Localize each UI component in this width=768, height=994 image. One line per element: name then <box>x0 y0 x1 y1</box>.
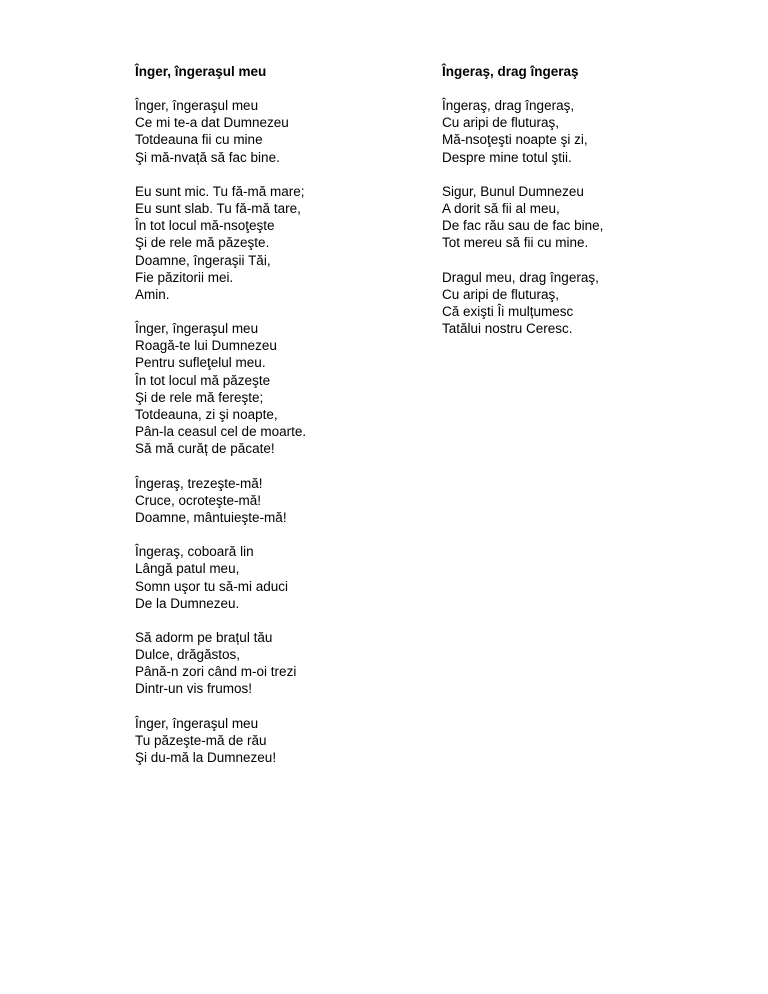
verse-line: Că exişti Îi mulțumesc <box>442 303 574 319</box>
verse-line: Pân-la ceasul cel de moarte. <box>135 424 307 440</box>
verse-line: De fac rău sau de fac bine, <box>442 218 604 234</box>
verse-line: Cu aripi de fluturaş, <box>442 286 560 302</box>
verse-line: Tot mereu să fii cu mine. <box>442 235 589 251</box>
verse-line: Şi de rele mă păzeşte. <box>135 235 270 251</box>
verse-line: Şi de rele mă fereşte; <box>135 389 264 405</box>
verse-line: Doamne, îngeraşii Tăi, <box>135 252 271 268</box>
verse-line: Şi du-mă la Dumnezeu! <box>135 750 277 765</box>
verse-line: Fie păzitorii mei. <box>135 269 234 285</box>
stanza <box>135 715 415 767</box>
verse-line: Doamne, mântuieşte-mă! <box>135 509 287 525</box>
stanza <box>442 269 722 338</box>
verse-line: Mă-nsoţeşti noapte şi zi, <box>442 132 588 148</box>
verse-line: În tot locul mă-nsoţeşte <box>135 218 275 234</box>
poem-title: Îngeraş, drag îngeraş <box>442 64 579 79</box>
verse-line: Amin. <box>135 286 170 302</box>
verse-line: Totdeauna, zi şi noapte, <box>135 407 278 422</box>
verse-line: Totdeauna fii cu mine <box>135 132 263 148</box>
verse-line: Tu păzeşte-mă de rău <box>135 732 267 748</box>
verse-line: Îngeraş, coboară lin <box>135 544 254 560</box>
stanza <box>135 543 415 612</box>
verse-line: Înger, îngeraşul meu <box>135 715 259 731</box>
left-poem <box>135 63 415 783</box>
stanza <box>135 475 415 527</box>
verse-line: Să mă curăț de păcate! <box>135 441 275 457</box>
stanza <box>442 183 722 252</box>
verse-line: Somn uşor tu să-mi aduci <box>135 578 289 594</box>
verse-line: Înger, îngeraşul meu <box>135 98 259 113</box>
verse-line: Roagă-te lui Dumnezeu <box>135 338 277 354</box>
verse-line: Despre mine totul ştii. <box>442 149 572 165</box>
verse-line: Dintr-un vis frumos! <box>135 681 253 697</box>
verse-line: Eu sunt mic. Tu fă-mă mare; <box>135 183 305 199</box>
stanza <box>135 629 415 698</box>
verse-line: A dorit să fii al meu, <box>442 200 560 216</box>
verse-line: Sigur, Bunul Dumnezeu <box>442 183 584 199</box>
verse-line: Îngeraş, trezeşte-mă! <box>135 475 263 491</box>
stanza <box>135 183 415 303</box>
verse-line: Până-n zori când m-oi trezi <box>135 664 297 680</box>
verse-line: Eu sunt slab. Tu fă-mă tare, <box>135 200 301 216</box>
poem-title: Înger, îngeraşul meu <box>135 64 267 79</box>
verse-line: Dragul meu, drag îngeraş, <box>442 269 599 285</box>
stanza <box>135 320 415 458</box>
verse-line: Ce mi te-a dat Dumnezeu <box>135 115 289 131</box>
verse-line: Şi mă-nvață să fac bine. <box>135 149 280 165</box>
verse-line: Tatălui nostru Ceresc. <box>442 321 573 337</box>
right-poem <box>442 63 722 354</box>
verse-line: Îngeraş, drag îngeraş, <box>442 98 575 113</box>
verse-line: Lângă patul meu, <box>135 561 240 577</box>
verse-line: Cruce, ocroteşte-mă! <box>135 492 262 508</box>
verse-line: Înger, îngeraşul meu <box>135 321 259 337</box>
verse-line: De la Dumnezeu. <box>135 595 240 611</box>
verse-line: Cu aripi de fluturaş, <box>442 115 560 131</box>
verse-line: Pentru sufleţelul meu. <box>135 355 266 371</box>
verse-line: Dulce, drăgăstos, <box>135 647 241 663</box>
stanza <box>442 97 722 166</box>
stanza <box>135 97 415 166</box>
verse-line: Să adorm pe brațul tău <box>135 629 273 645</box>
verse-line: În tot locul mă păzeşte <box>135 372 271 388</box>
